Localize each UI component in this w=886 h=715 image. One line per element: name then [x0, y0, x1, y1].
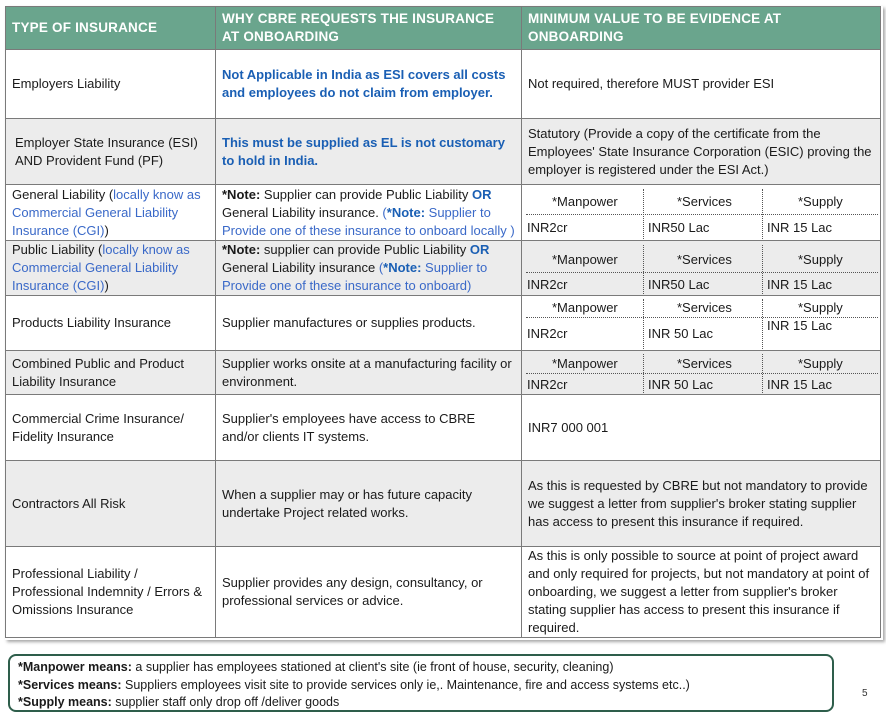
cb-divider-v2 — [762, 354, 763, 393]
pl-services: *Services — [677, 252, 732, 267]
header-type: TYPE OF INSURANCE — [5, 6, 216, 50]
gl-manpower: *Manpower — [552, 194, 618, 209]
prl-supply-value: INR 15 Lac — [767, 318, 833, 333]
public-liability-type-c: ) — [104, 278, 109, 293]
prl-services-value: INR 50 Lac — [648, 326, 714, 341]
legend-manpower — [18, 659, 824, 677]
cb-services-value: INR 50 Lac — [648, 377, 714, 392]
pl-divider-h — [526, 272, 878, 273]
prl-divider-h — [526, 317, 878, 318]
insurance-table — [5, 6, 881, 638]
general-liability-why-a: Supplier can provide Public Liability — [260, 186, 473, 202]
legend-supply — [18, 694, 824, 712]
general-liability-why-d: Supplier to Provide one of these insurance to onboard locally ) — [222, 204, 515, 238]
public-liability-why — [215, 240, 522, 296]
esi-type: Employer State Insurance (ESI) AND Provident Fund (PF) — [5, 118, 216, 185]
gl-supply-value: INR 15 Lac — [767, 220, 833, 235]
products-liability-min — [521, 295, 881, 351]
combined-type: Combined Public and Product Liability Insurance — [5, 350, 216, 395]
prl-services: *Services — [677, 300, 732, 315]
general-liability-why — [215, 184, 522, 241]
pl-divider-v1 — [643, 245, 644, 294]
general-liability-note2-label: *Note: — [386, 204, 426, 220]
legend-manpower-text: a supplier has employees stationed at client's site (ie front of house, security, cleaning) — [131, 660, 614, 674]
crime-why: Supplier's employees have access to CBRE and/or clients IT systems. — [215, 394, 522, 461]
legend-services-label: *Services means: — [18, 677, 122, 692]
esi-why: This must be supplied as EL is not customary to hold in India. — [215, 118, 522, 185]
cb-divider-h — [526, 373, 878, 374]
public-liability-type — [5, 240, 216, 296]
employers-liability-min: Not required, therefore MUST provider ESI — [521, 49, 881, 119]
combined-min — [521, 350, 881, 395]
general-liability-min — [521, 184, 881, 241]
prl-divider-v1 — [643, 299, 644, 349]
car-type: Contractors All Risk — [5, 460, 216, 547]
cb-divider-v1 — [643, 354, 644, 393]
pl-supply-value: INR 15 Lac — [767, 277, 833, 292]
public-liability-why-a: supplier can provide Public Liability — [260, 242, 470, 257]
general-liability-type — [5, 184, 216, 241]
gl-divider-v2 — [762, 189, 763, 239]
cb-supply-value: INR 15 Lac — [767, 377, 833, 392]
cb-supply: *Supply — [798, 356, 843, 371]
professional-type: Professional Liability / Professional Indemnity / Errors & Omissions Insurance — [5, 546, 216, 638]
professional-min: As this is only possible to source at point of project award and only required for projects, but not mandatory at point of onboarding, we suggest a letter from supplier's broker stating supplier has access to present this insurance if required. — [521, 546, 881, 638]
combined-why: Supplier works onsite at a manufacturing facility or environment. — [215, 350, 522, 395]
car-why: When a supplier may or has future capacity undertake Project related works. — [215, 460, 522, 547]
general-liability-or: OR — [472, 186, 492, 202]
public-liability-why-c: ( — [378, 260, 384, 275]
car-min: As this is requested by CBRE but not mandatory to provide we suggest a letter from supplier's broker stating supplier has access to present this insurance if required. — [521, 460, 881, 547]
general-liability-type-c: ) — [104, 222, 109, 238]
products-liability-type: Products Liability Insurance — [5, 295, 216, 351]
pl-manpower: *Manpower — [552, 252, 618, 267]
general-liability-note-label: *Note: — [222, 186, 261, 202]
pl-supply: *Supply — [798, 252, 843, 267]
crime-type: Commercial Crime Insurance/ Fidelity Insurance — [5, 394, 216, 461]
professional-why: Supplier provides any design, consultancy, or professional services or advice. — [215, 546, 522, 638]
gl-supply: *Supply — [798, 194, 843, 209]
crime-min: INR7 000 001 — [521, 394, 881, 461]
products-liability-why: Supplier manufactures or supplies products. — [215, 295, 522, 351]
page-number: 5 — [862, 688, 868, 699]
cb-manpower: *Manpower — [552, 356, 618, 371]
employers-liability-why: Not Applicable in India as ESI covers all costs and employees do not claim from employer. — [215, 49, 522, 119]
legend-services — [18, 677, 824, 695]
cb-manpower-value: INR2cr — [527, 377, 568, 392]
definitions-legend — [8, 654, 834, 712]
gl-services: *Services — [677, 194, 732, 209]
legend-services-text: Suppliers employees visit site to provide services only ie,. Maintenance, fire and access systems etc..) — [121, 677, 690, 692]
public-liability-type-a: Public Liability ( — [12, 242, 103, 257]
legend-supply-label: *Supply means: — [18, 695, 112, 709]
public-liability-why-b: General Liability insurance — [222, 260, 379, 275]
public-liability-why-d: Supplier to Provide one of these insurance to onboard) — [222, 260, 488, 293]
general-liability-type-b: locally know as Commercial General Liability Insurance (CGI) — [12, 186, 201, 238]
gl-manpower-value: INR2cr — [527, 220, 568, 235]
general-liability-why-c: ( — [382, 204, 387, 220]
pl-divider-v2 — [762, 245, 763, 294]
legend-supply-text: supplier staff only drop off /deliver goods — [111, 695, 340, 709]
esi-min: Statutory (Provide a copy of the certificate from the Employees' State Insurance Corporation (ESIC) proving the employer is registered under the ESI Act.) — [521, 118, 881, 185]
public-liability-min — [521, 240, 881, 296]
public-liability-note-label: *Note: — [222, 242, 261, 257]
employers-liability-type: Employers Liability — [5, 49, 216, 119]
header-min: MINIMUM VALUE TO BE EVIDENCE AT ONBOARDING — [521, 6, 881, 50]
cb-services: *Services — [677, 356, 732, 371]
legend-manpower-label: *Manpower means: — [18, 660, 132, 674]
prl-manpower-value: INR2cr — [527, 326, 568, 341]
gl-divider-v1 — [643, 189, 644, 239]
public-liability-note2-label: *Note: — [383, 260, 422, 275]
prl-supply: *Supply — [798, 300, 843, 315]
gl-services-value: INR50 Lac — [648, 220, 710, 235]
general-liability-type-a: General Liability ( — [12, 186, 114, 202]
header-why: WHY CBRE REQUESTS THE INSURANCE AT ONBOARDING — [215, 6, 522, 50]
public-liability-or: OR — [469, 242, 490, 257]
public-liability-type-b: locally know as Commercial General Liability Insurance (CGI) — [12, 242, 190, 293]
prl-manpower: *Manpower — [552, 300, 618, 315]
general-liability-why-b: General Liability insurance. — [222, 204, 383, 220]
prl-divider-v2 — [762, 299, 763, 349]
gl-divider-h — [526, 214, 878, 215]
pl-manpower-value: INR2cr — [527, 277, 568, 292]
pl-services-value: INR50 Lac — [648, 277, 710, 292]
